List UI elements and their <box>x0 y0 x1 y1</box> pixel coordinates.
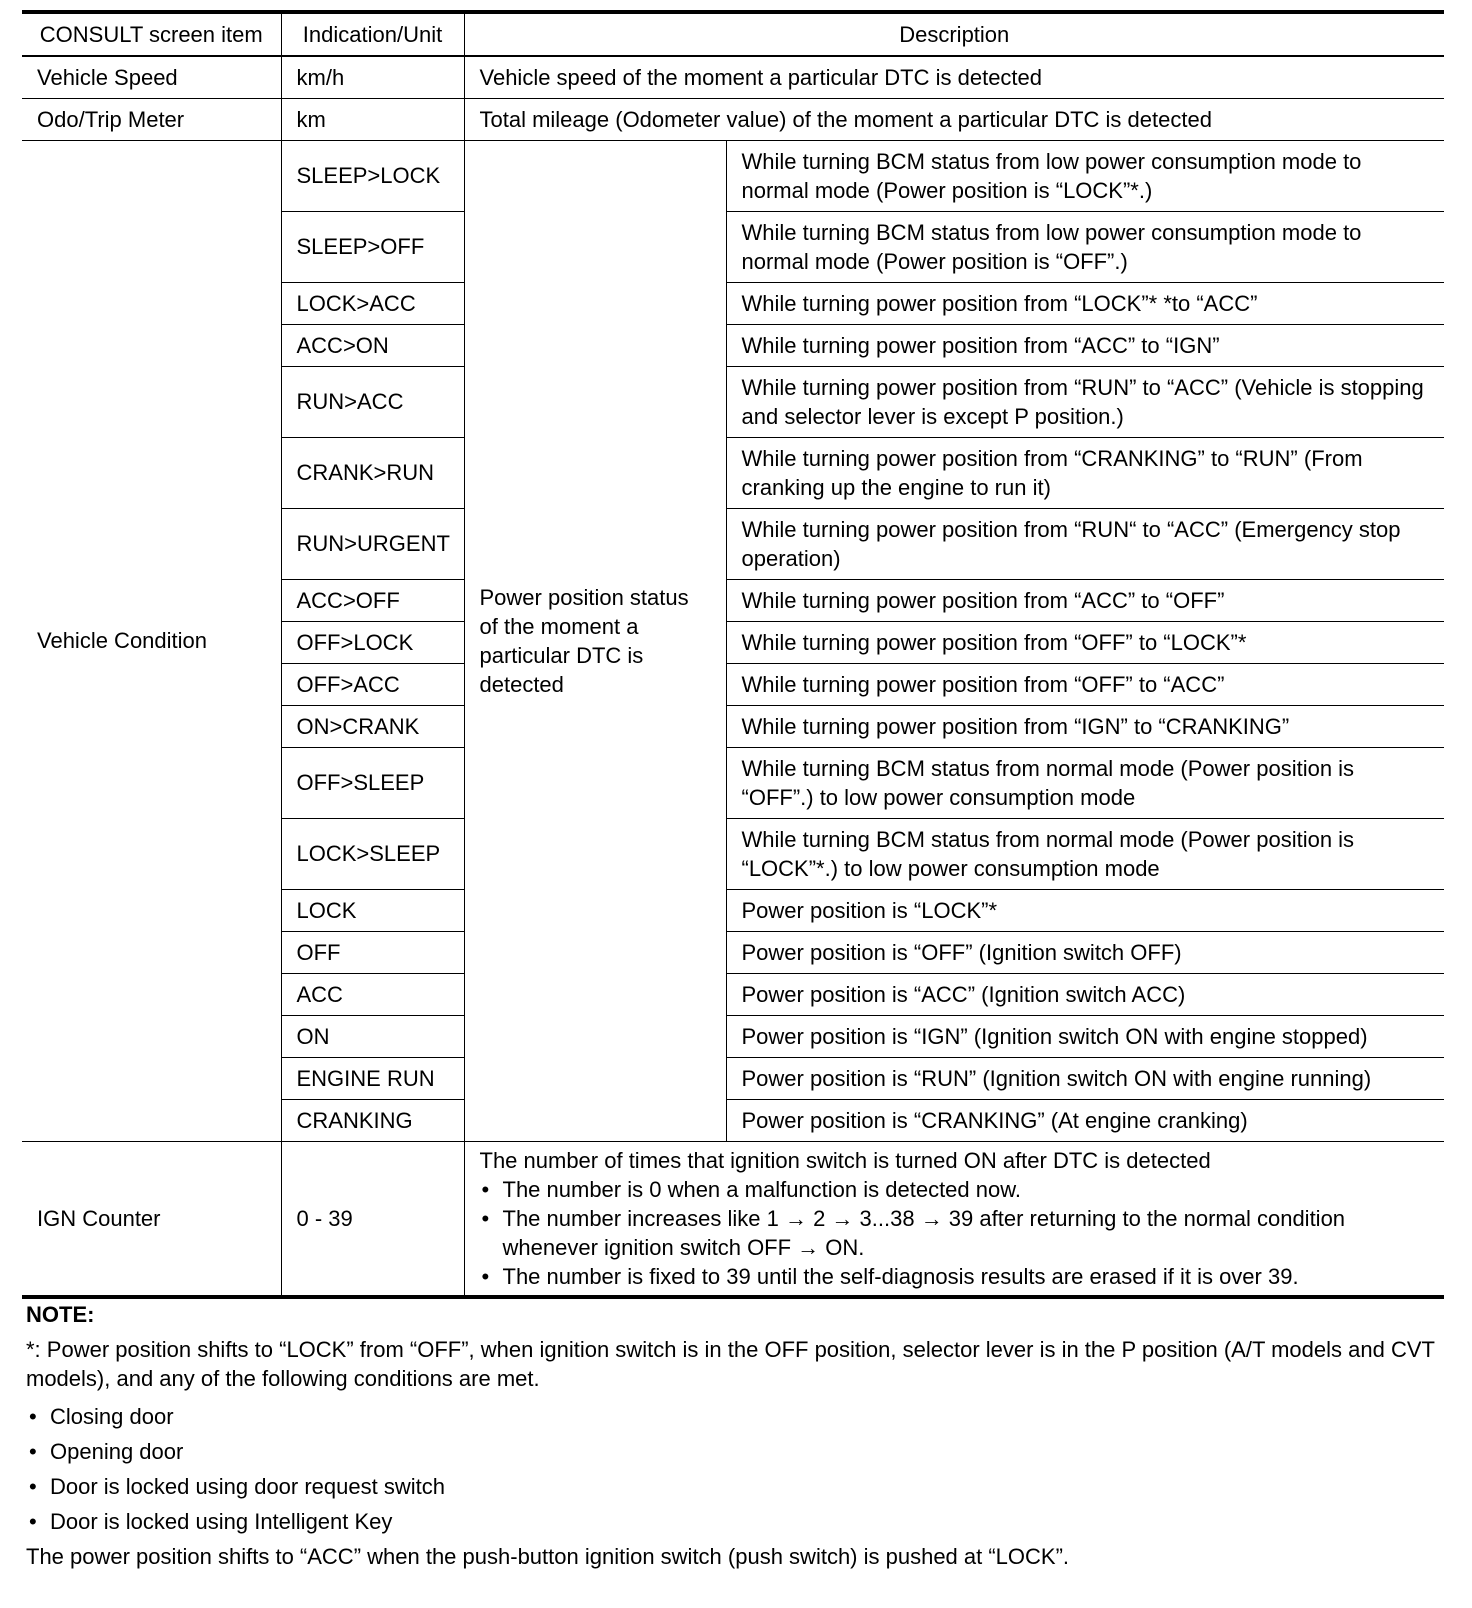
description-cell: While turning power position from “ACC” to “IGN” <box>726 324 1444 366</box>
note-section <box>26 1300 1444 1574</box>
description-cell: Total mileage (Odometer value) of the moment a particular DTC is detected <box>464 98 1444 140</box>
description-cell: While turning power position from “IGN” to “CRANKING” <box>726 705 1444 747</box>
table-row <box>22 140 1444 211</box>
description-cell: Power position is “RUN” (Ignition switch ON with engine running) <box>726 1057 1444 1099</box>
unit-cell: km <box>281 98 464 140</box>
item-cell: IGN Counter <box>22 1141 281 1297</box>
unit-cell: RUN>URGENT <box>281 508 464 579</box>
ign-counter-bullets <box>480 1175 1430 1291</box>
list-item: • Opening door <box>26 1434 1444 1469</box>
unit-cell: OFF>LOCK <box>281 621 464 663</box>
unit-cell: km/h <box>281 56 464 98</box>
unit-cell: ON <box>281 1015 464 1057</box>
description-cell: Power position is “CRANKING” (At engine cranking) <box>726 1099 1444 1141</box>
unit-cell: CRANKING <box>281 1099 464 1141</box>
description-cell: Vehicle speed of the moment a particular DTC is detected <box>464 56 1444 98</box>
unit-cell: ENGINE RUN <box>281 1057 464 1099</box>
unit-cell: SLEEP>LOCK <box>281 140 464 211</box>
header-indication-unit: Indication/Unit <box>281 12 464 56</box>
description-cell: While turning power position from “RUN” to “ACC” (Vehicle is stopping and selector lever is except P position.) <box>726 366 1444 437</box>
unit-cell: OFF>ACC <box>281 663 464 705</box>
description-cell: While turning power position from “ACC” to “OFF” <box>726 579 1444 621</box>
table-header-row <box>22 12 1444 56</box>
table-row <box>22 56 1444 98</box>
list-item: • Door is locked using door request switch <box>26 1469 1444 1504</box>
note-final-text: The power position shifts to “ACC” when the push-button ignition switch (push switch) is pushed at “LOCK”. <box>26 1544 1070 1569</box>
description-cell: While turning BCM status from low power consumption mode to normal mode (Power position is “OFF”.) <box>726 211 1444 282</box>
note-title: NOTE: <box>26 1302 95 1327</box>
list-item: • Closing door <box>26 1399 1444 1434</box>
unit-cell: LOCK>SLEEP <box>281 818 464 889</box>
description-cell: While turning power position from “LOCK”* *to “ACC” <box>726 282 1444 324</box>
description-cell: While turning power position from “CRANKING” to “RUN” (From cranking up the engine to run it) <box>726 437 1444 508</box>
note-footnote: *: Power position shifts to “LOCK” from “OFF”, when ignition switch is in the OFF position, selector lever is in the P position (A/T models and CVT models), and any of the following conditions are met. <box>26 1337 1435 1391</box>
list-item: • The number increases like 1 → 2 → 3...38 → 39 after returning to the normal condition whenever ignition switch OFF → ON. <box>480 1204 1430 1262</box>
ign-counter-description: The number of times that ignition switch is turned ON after DTC is detected <box>479 1147 1211 1173</box>
table-row <box>22 1141 1444 1297</box>
unit-cell: LOCK>ACC <box>281 282 464 324</box>
unit-cell: OFF>SLEEP <box>281 747 464 818</box>
vehicle-condition-summary: Power position status of the moment a particular DTC is detected <box>464 140 726 1141</box>
item-cell: Odo/Trip Meter <box>22 98 281 140</box>
unit-cell: LOCK <box>281 889 464 931</box>
description-cell: While turning power position from “OFF” to “LOCK”* <box>726 621 1444 663</box>
header-consult-screen-item: CONSULT screen item <box>22 12 281 56</box>
description-cell: Power position is “IGN” (Ignition switch ON with engine stopped) <box>726 1015 1444 1057</box>
item-cell: Vehicle Condition <box>22 140 281 1141</box>
list-item: • The number is 0 when a malfunction is detected now. <box>480 1175 1430 1204</box>
description-cell: While turning power position from “RUN“ to “ACC” (Emergency stop operation) <box>726 508 1444 579</box>
unit-cell: ON>CRANK <box>281 705 464 747</box>
list-item: • Door is locked using Intelligent Key <box>26 1504 1444 1539</box>
header-description: Description <box>464 12 1444 56</box>
description-cell: Power position is “OFF” (Ignition switch OFF) <box>726 931 1444 973</box>
description-cell: While turning BCM status from normal mode (Power position is “LOCK”*.) to low power consumption mode <box>726 818 1444 889</box>
list-item: • The number is fixed to 39 until the self-diagnosis results are erased if it is over 39. <box>480 1262 1430 1291</box>
unit-cell: SLEEP>OFF <box>281 211 464 282</box>
note-conditions-list <box>26 1399 1444 1539</box>
unit-cell: CRANK>RUN <box>281 437 464 508</box>
description-cell: Power position is “LOCK”* <box>726 889 1444 931</box>
unit-cell: RUN>ACC <box>281 366 464 437</box>
unit-cell: ACC>ON <box>281 324 464 366</box>
table-row <box>22 98 1444 140</box>
description-cell: While turning power position from “OFF” to “ACC” <box>726 663 1444 705</box>
unit-cell: ACC>OFF <box>281 579 464 621</box>
unit-cell: 0 - 39 <box>281 1141 464 1297</box>
consult-data-table <box>22 10 1444 1299</box>
description-cell: While turning BCM status from normal mode (Power position is “OFF”.) to low power consumption mode <box>726 747 1444 818</box>
unit-cell: OFF <box>281 931 464 973</box>
description-cell <box>464 1141 1444 1297</box>
description-cell: Power position is “ACC” (Ignition switch ACC) <box>726 973 1444 1015</box>
unit-cell: ACC <box>281 973 464 1015</box>
item-cell: Vehicle Speed <box>22 56 281 98</box>
description-cell: While turning BCM status from low power consumption mode to normal mode (Power position is “LOCK”*.) <box>726 140 1444 211</box>
